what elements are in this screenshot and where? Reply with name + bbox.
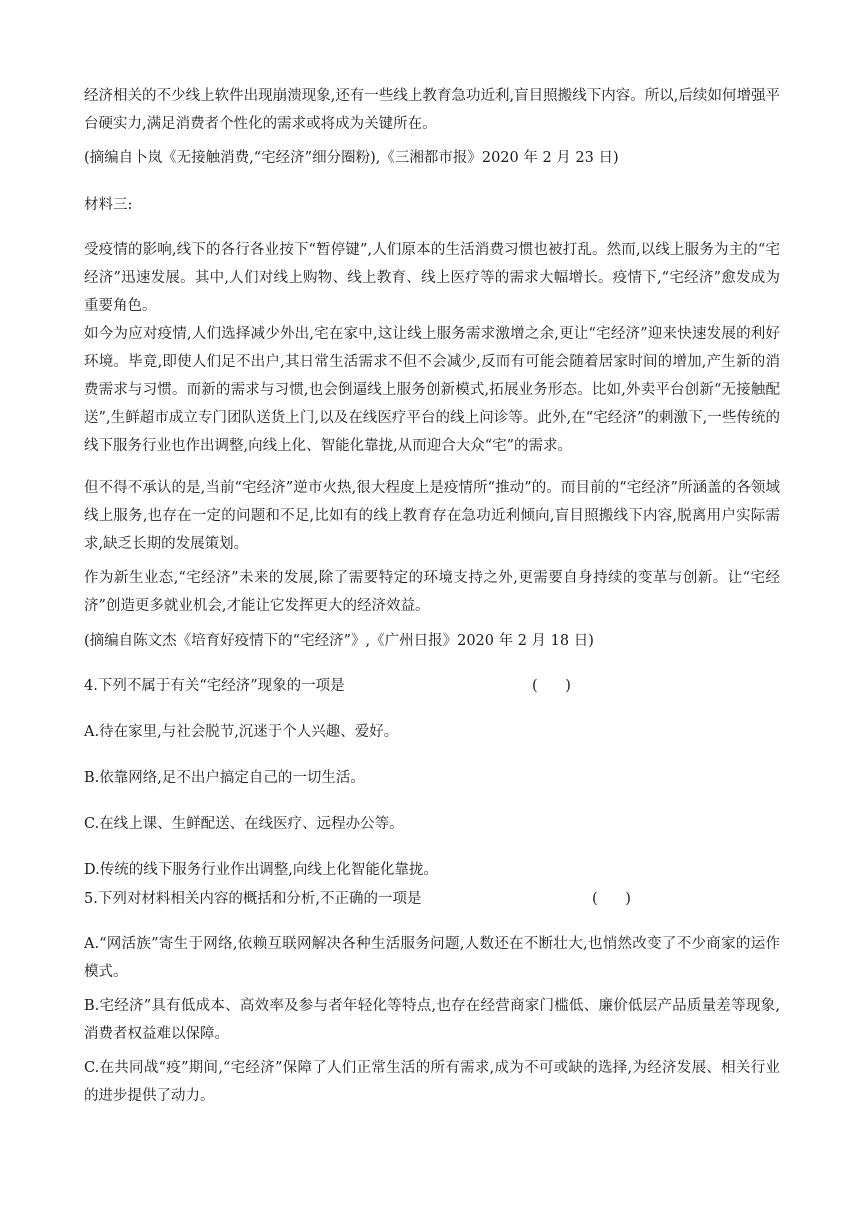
question-4-option-d: D.传统的线下服务行业作出调整,向线上化智能化靠拢。	[84, 862, 438, 878]
citation-material-two: (摘编自卜岚《无接触消费,“宅经济”细分圈粉),《三湘都市报》2020 年 2 月 23 日)	[84, 150, 619, 166]
paragraph-material-two-end: 经济相关的不少线上软件出现崩溃现象,还有一些线上教育急功近利,盲目照搬线下内容。所以,后续如何增强平台硬实力,满足消费者个性化的需求或将成为关键所在。	[84, 88, 780, 132]
question-4-stem: 4.下列不属于有关“宅经济”现象的一项是	[84, 678, 345, 694]
heading-material-three: 材料三:	[84, 197, 133, 213]
paragraph-material-three-1: 受疫情的影响,线下的各行各业按下“暂停键”,人们原本的生活消费习惯也被打乱。然而,以线上服务为主的“宅经济”迅速发展。其中,人们对线上购物、线上教育、线上医疗等的需求大幅增长。疫情下,“宅经济”愈发成为重要角色。	[84, 242, 780, 314]
paragraph-material-three-4: 作为新生业态,“宅经济”未来的发展,除了需要特定的环境支持之外,更需要自身持续的变革与创新。让“宅经济”创造更多就业机会,才能让它发挥更大的经济效益。	[84, 570, 780, 614]
question-5	[84, 885, 780, 913]
question-5-option-a: A.“网活族”寄生于网络,依赖互联网解决各种生活服务问题,人数还在不断壮大,也悄然改变了不少商家的运作模式。	[84, 936, 780, 980]
question-5-answer-blank: ( )	[592, 891, 631, 907]
question-4-answer-blank: ( )	[532, 678, 571, 694]
question-4	[84, 672, 780, 700]
question-4-option-b: B.依靠网络,足不出户搞定自己的一切生活。	[84, 770, 365, 786]
question-4-option-a: A.待在家里,与社会脱节,沉迷于个人兴趣、爱好。	[84, 724, 399, 740]
citation-material-three: (摘编自陈文杰《培育好疫情下的“宅经济”》,《广州日报》2020 年 2 月 18 日)	[84, 633, 594, 649]
paragraph-material-three-2: 如今为应对疫情,人们选择减少外出,宅在家中,这让线上服务需求激增之余,更让“宅经济”迎来快速发展的利好环境。毕竟,即使人们足不出户,其日常生活需求不但不会减少,反而有可能会随着居家时间的增加,产生新的消费需求与习惯。而新的需求与习惯,也会倒逼线上服务创新模式,拓展业务形态。比如,外卖平台创新“无接触配送”,生鲜超市成立专门团队送货上门,以及在线医疗平台的线上问诊等。此外,在“宅经济”的刺激下,一些传统的线下服务行业也作出调整,向线上化、智能化靠拢,从而迎合大众“宅”的需求。	[84, 326, 780, 454]
paragraph-material-three-3: 但不得不承认的是,当前“宅经济”逆市火热,很大程度上是疫情所“推动”的。而目前的“宅经济”所涵盖的各领域线上服务,也存在一定的问题和不足,比如有的线上教育存在急功近利倾向,盲目照搬线下内容,脱离用户实际需求,缺乏长期的发展策划。	[84, 480, 780, 552]
question-5-option-c: C.在共同战“疫”期间,“宅经济”保障了人们正常生活的所有需求,成为不可或缺的选择,为经济发展、相关行业的进步提供了动力。	[84, 1060, 780, 1104]
question-4-option-c: C.在线上课、生鲜配送、在线医疗、远程办公等。	[84, 816, 404, 832]
question-5-stem: 5.下列对材料相关内容的概括和分析,不正确的一项是	[84, 891, 422, 907]
question-5-option-b: B.宅经济”具有低成本、高效率及参与者年轻化等特点,也存在经营商家门槛低、廉价低层产品质量差等现象,消费者权益难以保障。	[84, 998, 780, 1042]
